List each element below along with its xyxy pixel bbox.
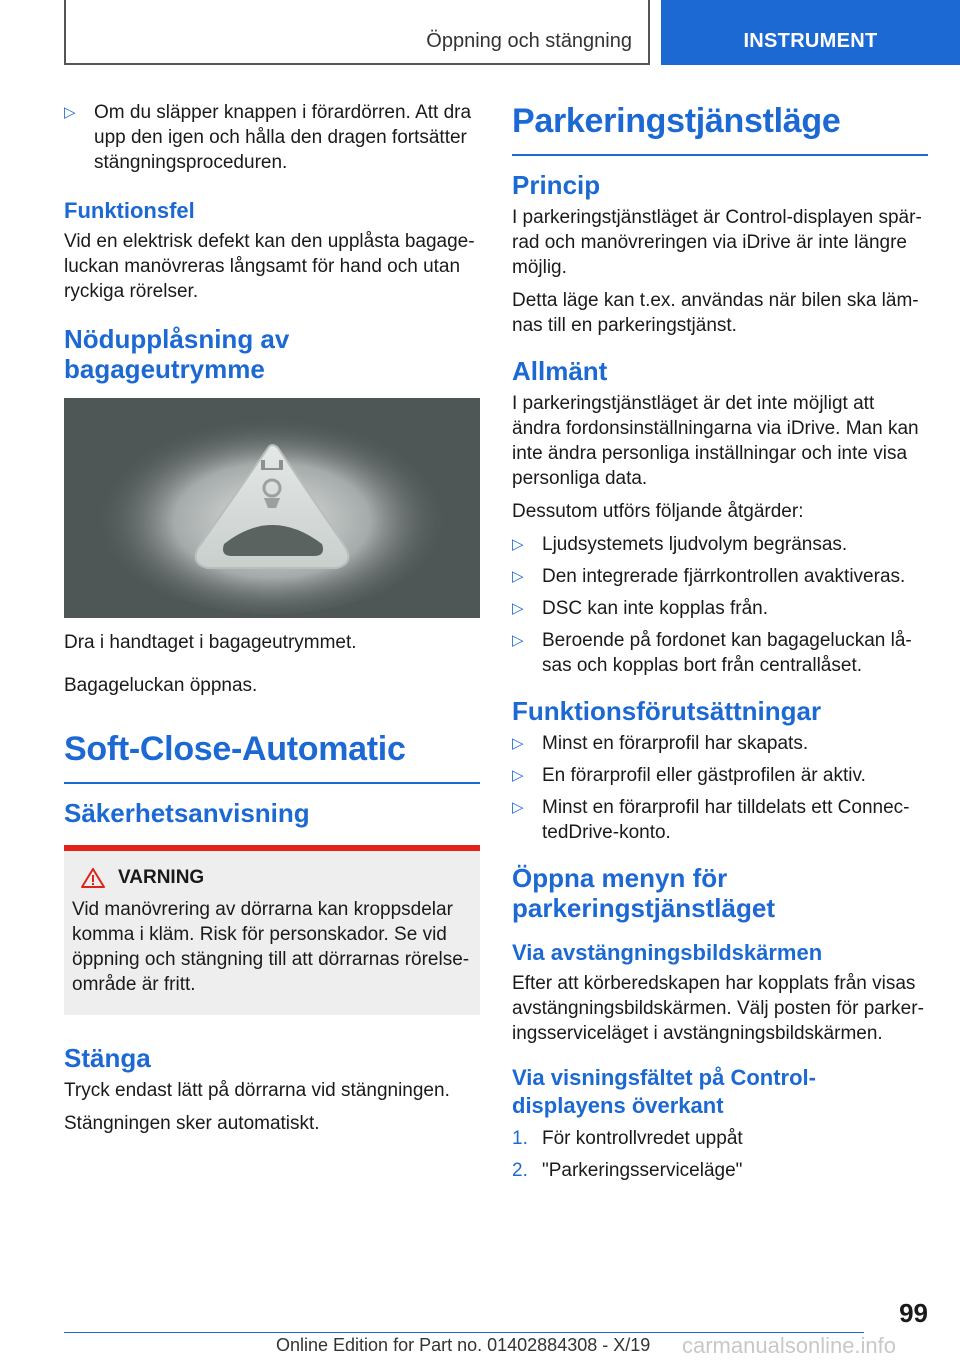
trunk-release-handle-figure xyxy=(64,398,480,618)
section-title-box xyxy=(64,0,650,65)
bullet-triangle-icon: ▷ xyxy=(64,104,76,121)
nodupplasning-heading: Nödupplåsning av bagageutrymme xyxy=(64,324,290,384)
right-column xyxy=(512,100,928,1190)
list-item: ▷ Beroende på fordonet kan bagageluckan låsas och kopplas bort från centrallåset. xyxy=(512,630,912,676)
parking-service-title: Parkeringstjänstläge xyxy=(512,100,928,156)
steps-list xyxy=(512,1126,928,1183)
section-title: Öppning och stängning xyxy=(426,30,632,52)
list-item: ▷ DSC kan inte kopplas från. xyxy=(512,598,769,619)
figure-caption-1: Dra i handtaget i bagageutrymmet. xyxy=(64,632,357,653)
chapter-tab: INSTRUMENT xyxy=(661,0,960,65)
left-column xyxy=(64,100,480,1144)
list-item: ▷ Minst en förarprofil har skapats. xyxy=(512,733,809,754)
forutsattningar-heading: Funktionsförutsättningar xyxy=(512,696,822,726)
funktionsfel-text: Vid en elektrisk defekt kan den upplåsta bagageluckan manövreras långsamt för hand och utan ryckiga rörelser. xyxy=(64,231,475,302)
step-number: 1. xyxy=(512,1128,528,1149)
list-item: ▷ Om du släpper knappen i förardörren. Att dra upp den igen och hålla den dragen fortsätter stängningsproceduren. xyxy=(64,102,472,173)
page-number: 99 xyxy=(899,1298,928,1328)
allmant-text-1: I parkeringstjänstläget är det inte möjligt att ändra fordonsinställningarna via iDrive. Man kan inte ändra personliga inställningar och inte visa personliga data. xyxy=(512,393,919,489)
figure-caption-2: Bagageluckan öppnas. xyxy=(64,675,258,696)
warning-text: Vid manövrering av dörrarna kan kroppsdelar komma i kläm. Risk för personskador. Se vid öppning och stängning till att dörrarnas rörelseområde är fritt. xyxy=(72,899,470,995)
intro-bullet-list xyxy=(64,100,480,175)
bullet-triangle-icon: ▷ xyxy=(512,767,524,784)
softclose-heading: Soft-Close-Automatic xyxy=(64,728,480,784)
list-item: ▷ Den integrerade fjärrkontrollen avaktiveras. xyxy=(512,566,906,587)
stanga-heading: Stänga xyxy=(64,1043,151,1073)
oppna-heading: Öppna menyn för parkeringstjänstläget xyxy=(512,863,775,923)
bullet-triangle-icon: ▷ xyxy=(512,632,524,649)
warning-label: VARNING xyxy=(118,867,205,888)
bullet-triangle-icon: ▷ xyxy=(512,799,524,816)
princip-text-2: Detta läge kan t.ex. användas när bilen ska lämnas till en parkeringstjänst. xyxy=(512,290,919,336)
sub2-heading: Via visningsfältet på Control-displayens överkant xyxy=(512,1065,816,1118)
stanga-text-2: Stängningen sker automatiskt. xyxy=(64,1113,320,1134)
list-item: 2. "Parkeringsserviceläge" xyxy=(512,1160,743,1181)
bullet-triangle-icon: ▷ xyxy=(512,536,524,553)
list-item: ▷ Ljudsystemets ljudvolym begränsas. xyxy=(512,534,848,555)
allmant-heading: Allmänt xyxy=(512,356,608,386)
list-item: 1. För kontrollvredet uppåt xyxy=(512,1128,743,1149)
princip-heading: Princip xyxy=(512,170,601,200)
bullet-triangle-icon: ▷ xyxy=(512,735,524,752)
sub1-heading: Via avstängningsbildskärmen xyxy=(512,940,823,965)
step-number: 2. xyxy=(512,1160,528,1181)
forutsattningar-bullet-list xyxy=(512,731,928,845)
warning-header xyxy=(72,867,472,889)
page-header xyxy=(0,0,960,66)
warning-box xyxy=(64,845,480,1015)
watermark: carmanualsonline.info xyxy=(682,1333,897,1358)
warning-triangle-icon xyxy=(80,867,106,889)
bullet-triangle-icon: ▷ xyxy=(512,600,524,617)
safety-heading: Säkerhetsanvisning xyxy=(64,798,310,828)
princip-text-1: I parkeringstjänstläget är Control-displayen spärrad och manövreringen via iDrive är inte längre möjlig. xyxy=(512,207,922,278)
trunk-handle-illustration xyxy=(64,398,480,618)
bullet-triangle-icon: ▷ xyxy=(512,568,524,585)
list-item: ▷ Minst en förarprofil har tilldelats ett ConnectedDrive-konto. xyxy=(512,797,910,843)
list-item: ▷ En förarprofil eller gästprofilen är aktiv. xyxy=(512,765,866,786)
funktionsfel-heading: Funktionsfel xyxy=(64,198,195,223)
sub1-text: Efter att körberedskapen har kopplats från visas avstängningsbildskärmen. Välj posten för parkeringsserviceläget i avstängningsbildskärmen. xyxy=(512,973,924,1044)
allmant-text-2: Dessutom utförs följande åtgärder: xyxy=(512,501,804,522)
allmant-bullet-list xyxy=(512,532,928,678)
footer-edition: Online Edition for Part no. 01402884308 - X/19 xyxy=(276,1335,651,1355)
stanga-text-1: Tryck endast lätt på dörrarna vid stängningen. xyxy=(64,1080,450,1101)
